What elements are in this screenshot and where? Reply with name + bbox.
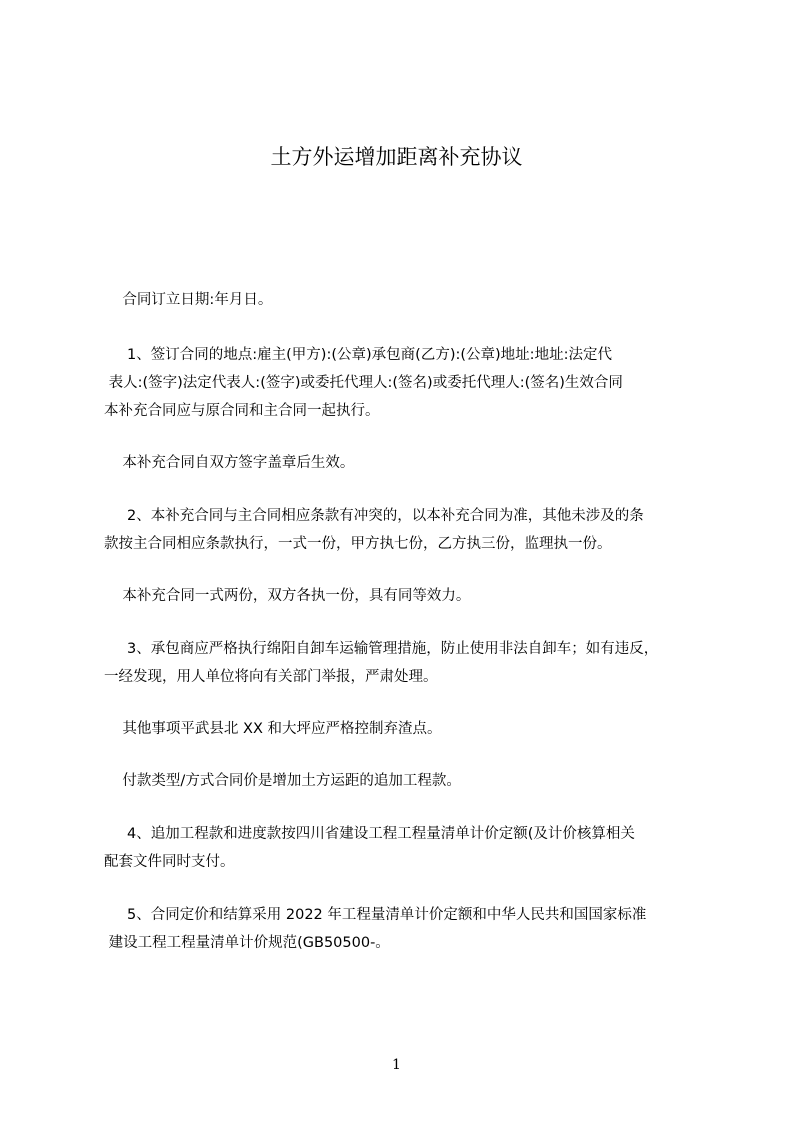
paragraph-line: 本补充合同应与原合同和主合同一起执行。 <box>104 403 380 419</box>
paragraph-line: 其他事项平武县北 XX 和大坪应严格控制弃渣点。 <box>104 721 442 737</box>
paragraph-line: 本补充合同一式两份，双方各执一份，具有同等效力。 <box>104 588 471 604</box>
paragraph-clause-3 <box>104 635 704 691</box>
paragraph-payment-type <box>104 767 704 795</box>
paragraph-clause-2 <box>104 502 704 558</box>
paragraph-line: 配套文件同时支付。 <box>104 854 235 870</box>
paragraph-contract-date <box>104 286 704 314</box>
paragraph-effective <box>104 449 704 477</box>
paragraph-line: 4、追加工程款和进度款按四川省建设工程工程量清单计价定额(及计价核算相关 <box>104 826 635 842</box>
paragraph-line: 1、签订合同的地点:雇主(甲方):(公章)承包商(乙方):(公章)地址:地址:法定代 <box>104 347 612 363</box>
paragraph-line: 建设工程工程量清单计价规范(GB50500-。 <box>104 935 390 951</box>
paragraph-copies <box>104 582 704 610</box>
paragraph-line: 5、合同定价和结算采用 2022 年工程量清单计价定额和中华人民共和国国家标准 <box>104 907 647 923</box>
paragraph-clause-4 <box>104 820 704 876</box>
paragraph-line: 一经发现，用人单位将向有关部门举报，严肃处理。 <box>104 669 438 685</box>
page-number: 1 <box>392 1057 401 1073</box>
paragraph-line: 2、本补充合同与主合同相应条款有冲突的，以本补充合同为准，其他未涉及的条 <box>104 508 644 524</box>
paragraph-line: 款按主合同相应条款执行，一式一份，甲方执七份，乙方执三份，监理执一份。 <box>104 536 612 552</box>
paragraph-line: 本补充合同自双方签字盖章后生效。 <box>104 455 355 471</box>
paragraph-line: 表人:(签字)法定代表人:(签字)或委托代理人:(签名)或委托代理人:(签名)生效合同 <box>104 375 623 391</box>
paragraph-line: 付款类型/方式合同价是增加土方运距的追加工程款。 <box>104 773 461 789</box>
paragraph-clause-1 <box>104 341 704 425</box>
paragraph-clause-5 <box>104 901 704 957</box>
paragraph-other-matters <box>104 715 704 743</box>
paragraph-line: 合同订立日期:年月日。 <box>104 292 273 308</box>
document-title: 土方外运增加距离补充协议 <box>270 145 523 169</box>
paragraph-line: 3、承包商应严格执行绵阳自卸车运输管理措施，防止使用非法自卸车；如有违反， <box>104 641 659 657</box>
